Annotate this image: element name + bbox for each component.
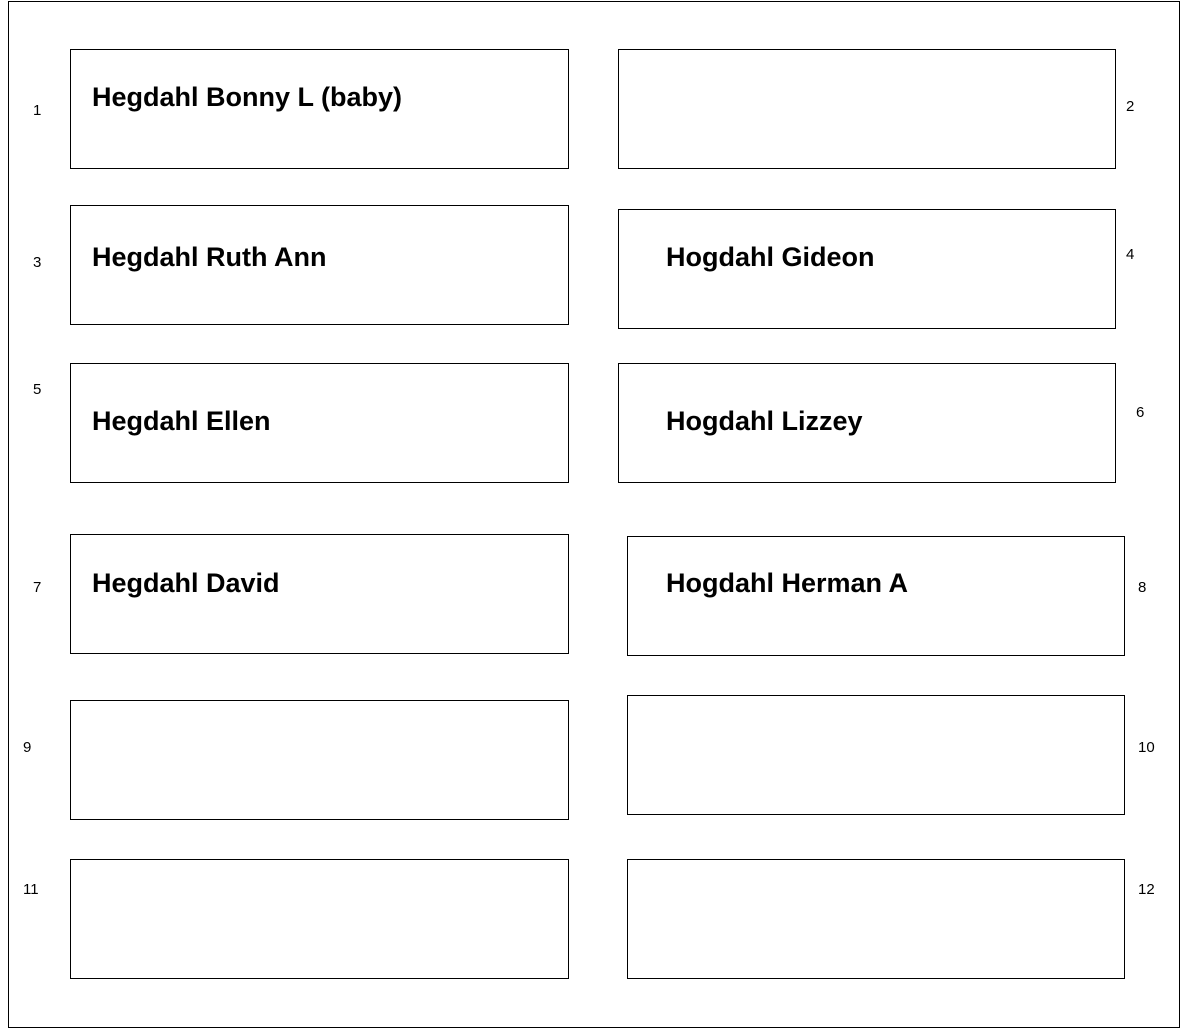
plot-name: Hegdahl David (92, 568, 280, 598)
plot-box-1 (70, 49, 569, 169)
plot-box-9 (70, 700, 569, 820)
plot-box-4 (618, 209, 1116, 329)
plot-box-7 (70, 534, 569, 654)
plot-number: 7 (33, 579, 42, 596)
plot-box-11 (70, 859, 569, 979)
plot-name: Hegdahl Bonny L (baby) (92, 82, 403, 112)
plot-name: Hegdahl Ellen (92, 406, 271, 436)
plot-number: 11 (23, 881, 39, 898)
plot-box-5 (70, 363, 569, 483)
plot-number: 12 (1138, 881, 1155, 898)
plot-number: 6 (1136, 404, 1145, 421)
plot-number: 9 (23, 739, 32, 756)
plot-box-10 (627, 695, 1125, 815)
plot-number: 10 (1138, 739, 1155, 756)
plot-name: Hogdahl Herman A (666, 568, 909, 598)
plot-number: 1 (33, 102, 42, 119)
plot-box-2 (618, 49, 1116, 169)
plot-box-8 (627, 536, 1125, 656)
plot-box-6 (618, 363, 1116, 483)
plot-number: 8 (1138, 579, 1147, 596)
plot-box-12 (627, 859, 1125, 979)
plot-name: Hogdahl Gideon (666, 242, 875, 272)
plot-number: 4 (1126, 246, 1135, 263)
plot-number: 5 (33, 381, 42, 398)
plot-name: Hogdahl Lizzey (666, 406, 863, 436)
plot-number: 2 (1126, 98, 1135, 115)
plot-number: 3 (33, 254, 42, 271)
plot-box-3 (70, 205, 569, 325)
plot-name: Hegdahl Ruth Ann (92, 242, 327, 272)
